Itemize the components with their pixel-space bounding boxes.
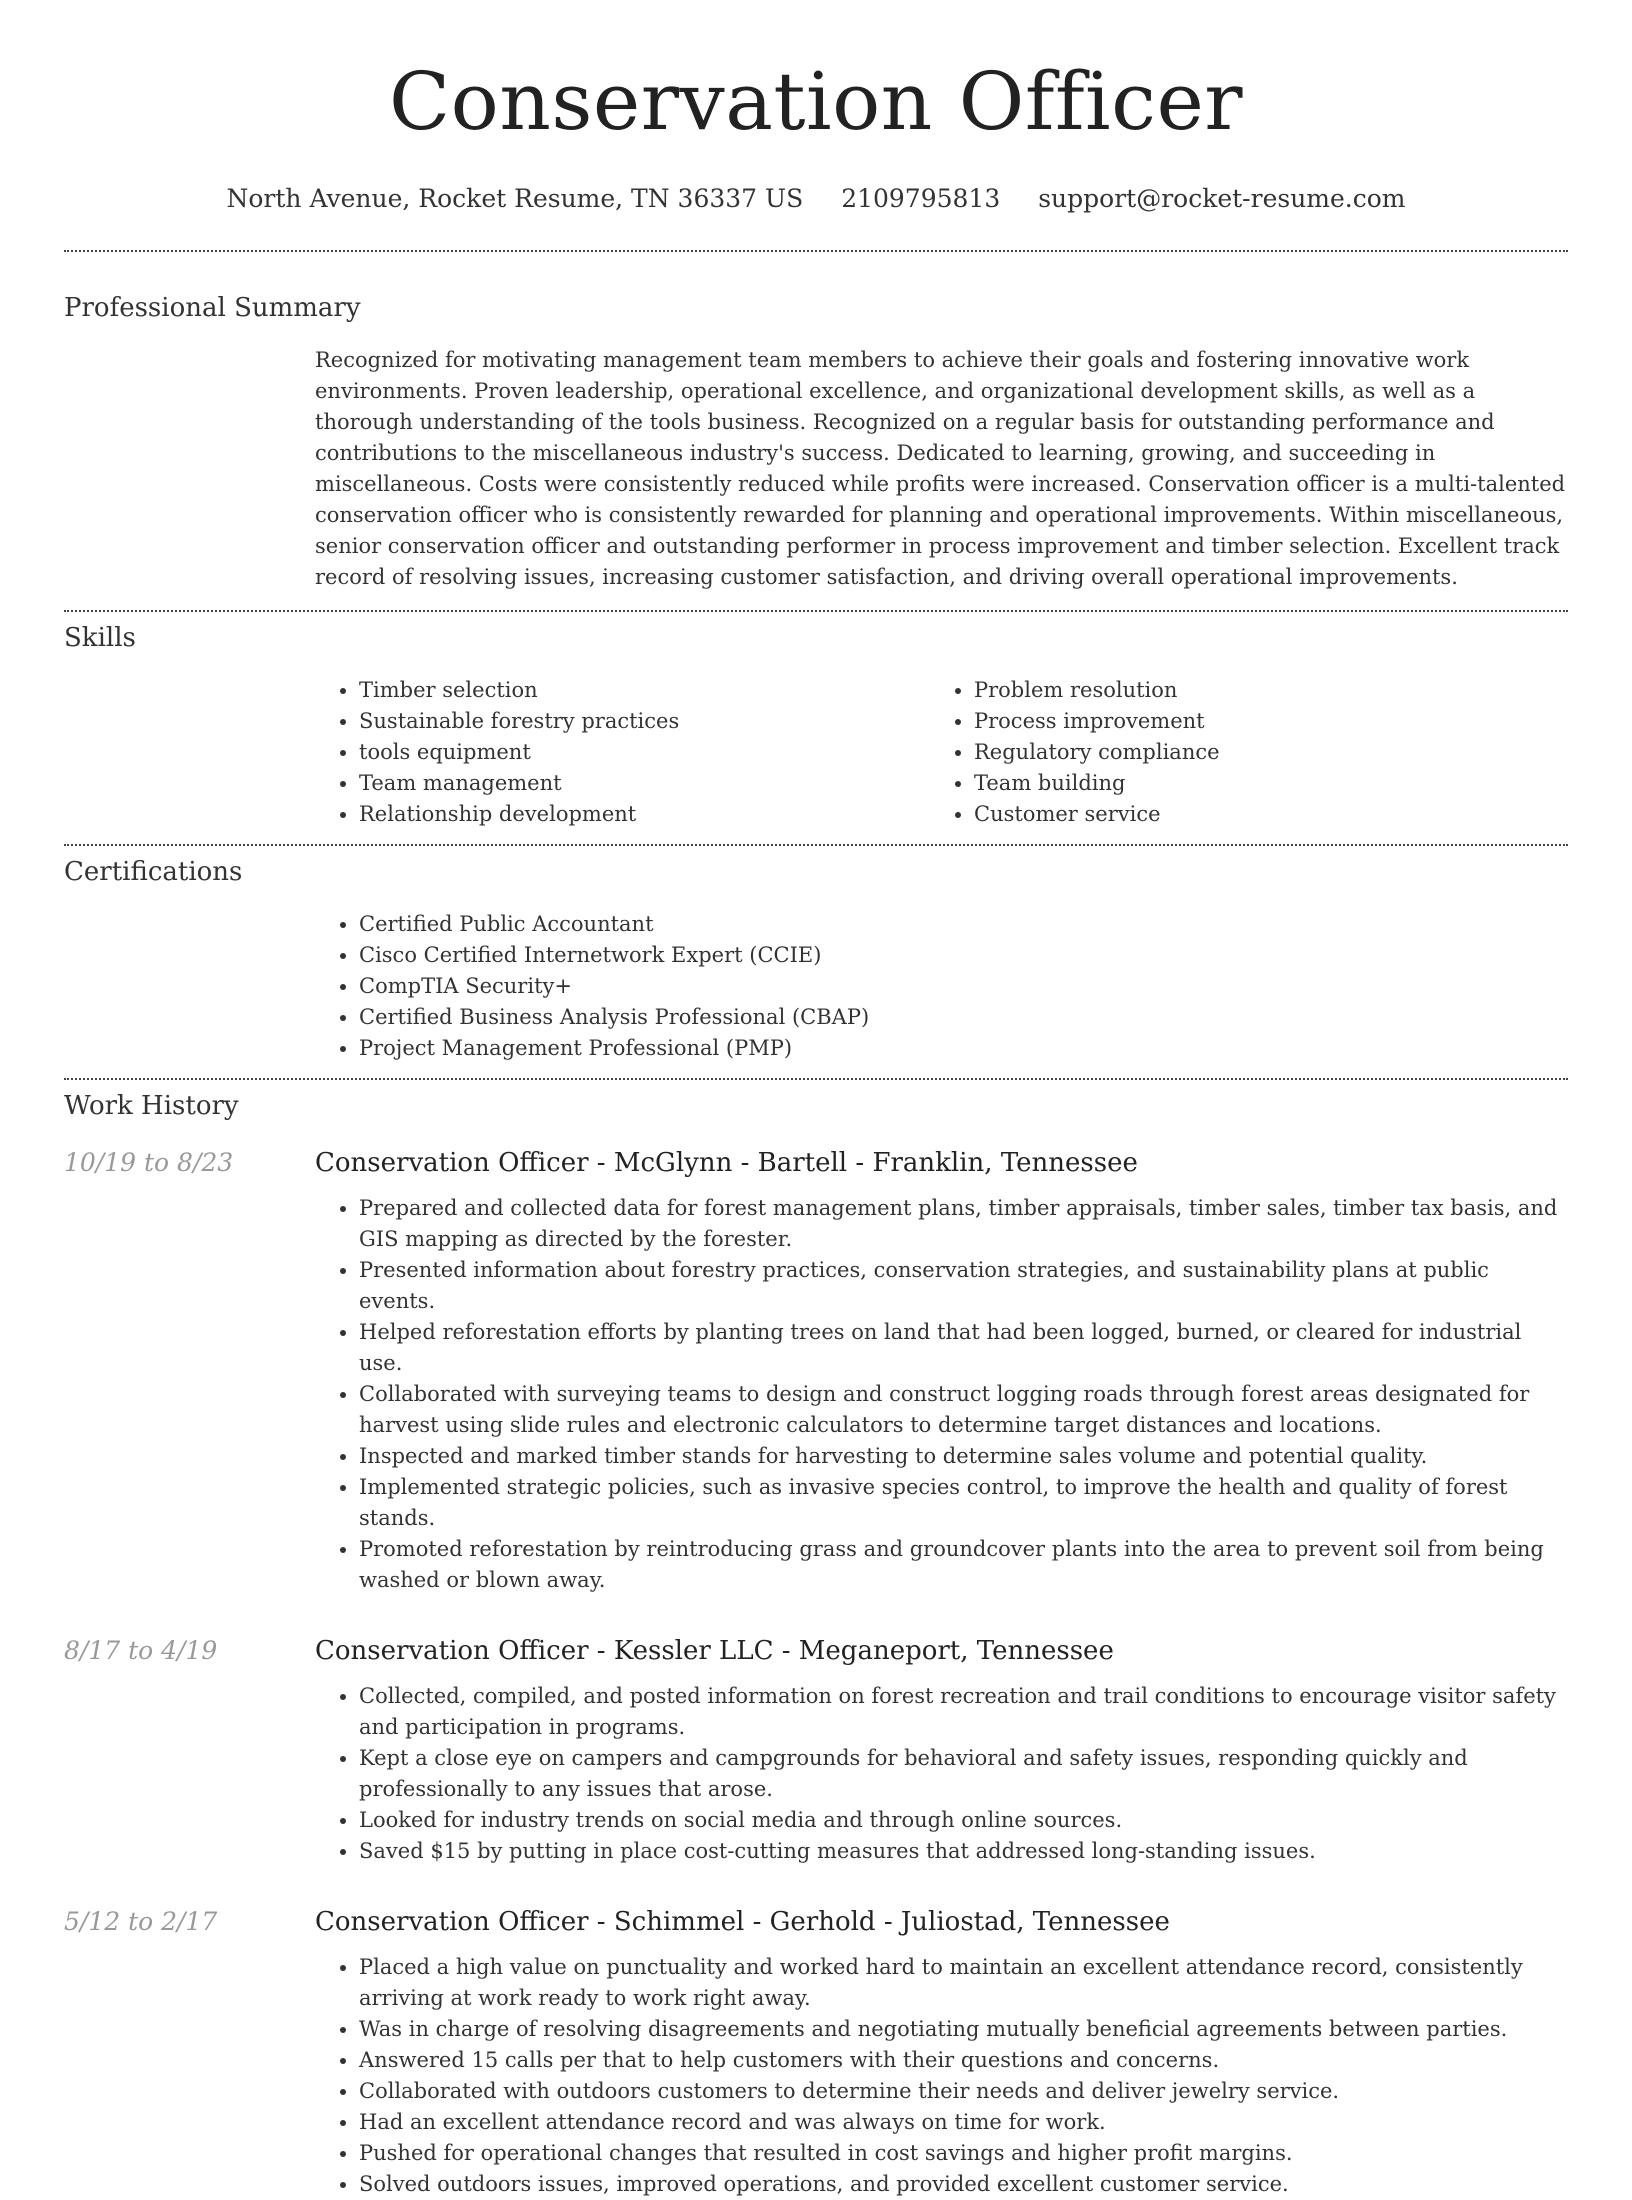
job-bullet: • Prepared and collected data for forest management plans, timber appraisals, timber sales, timber tax basis, and GIS mapping as directed by the forester. xyxy=(359,1193,1568,1255)
job-bullet: • Implemented strategic policies, such as invasive species control, to improve the health and quality of forest stands. xyxy=(359,1472,1568,1534)
contact-email: support@rocket-resume.com xyxy=(1038,184,1406,213)
certifications-list xyxy=(315,909,1568,1064)
summary-heading: Professional Summary xyxy=(64,293,361,323)
job-heading: Conservation Officer - McGlynn - Bartell - Franklin, Tennessee xyxy=(315,1148,1138,1178)
job-dates: 5/12 to 2/17 xyxy=(64,1907,218,1936)
work-history-heading: Work History xyxy=(64,1091,239,1121)
certification-item: • Project Management Professional (PMP) xyxy=(359,1033,1568,1064)
job-bullet: • Was in charge of resolving disagreements and negotiating mutually beneficial agreements between parties. xyxy=(359,2014,1568,2045)
job-bullet: • Collaborated with surveying teams to design and construct logging roads through forest areas designated for harvest using slide rules and electronic calculators to determine target distances and locations. xyxy=(359,1379,1568,1441)
certification-item: • Certified Public Accountant xyxy=(359,909,1568,940)
skills-list-right xyxy=(930,675,1545,830)
job-bullet: • Promoted reforestation by reintroducing grass and groundcover plants into the area to prevent soil from being washed or blown away. xyxy=(359,1534,1568,1596)
job-entry xyxy=(64,1634,1568,1867)
job-bullets xyxy=(315,1193,1568,1596)
job-bullet: • Helped reforestation efforts by planting trees on land that had been logged, burned, or cleared for industrial use. xyxy=(359,1317,1568,1379)
job-heading: Conservation Officer - Kessler LLC - Meganeport, Tennessee xyxy=(315,1636,1114,1666)
contact-address: North Avenue, Rocket Resume, TN 36337 US xyxy=(226,184,804,213)
certification-item: • Cisco Certified Internetwork Expert (CCIE) xyxy=(359,940,1568,971)
job-bullet-list xyxy=(315,1681,1568,1867)
skill-item: • Relationship development xyxy=(359,799,930,830)
certification-item: • Certified Business Analysis Professional (CBAP) xyxy=(359,1002,1568,1033)
certification-item: • CompTIA Security+ xyxy=(359,971,1568,1002)
certifications-heading: Certifications xyxy=(64,857,243,887)
job-bullet: • Had an excellent attendance record and was always on time for work. xyxy=(359,2107,1568,2138)
skill-item: • Sustainable forestry practices xyxy=(359,706,930,737)
skills-column-left xyxy=(315,675,930,830)
divider xyxy=(64,1078,1568,1080)
skills-list-left xyxy=(315,675,930,830)
skill-item: • Process improvement xyxy=(974,706,1545,737)
skills-column-right xyxy=(930,675,1545,830)
summary-section xyxy=(315,345,1568,593)
skill-item: • Problem resolution xyxy=(974,675,1545,706)
job-heading: Conservation Officer - Schimmel - Gerhold - Juliostad, Tennessee xyxy=(315,1907,1170,1937)
certifications-section xyxy=(315,909,1568,1064)
job-bullet: • Saved $15 by putting in place cost-cutting measures that addressed long-standing issues. xyxy=(359,1836,1568,1867)
job-bullet: • Collected, compiled, and posted information on forest recreation and trail conditions to encourage visitor safety and participation in programs. xyxy=(359,1681,1568,1743)
job-bullet: • Collaborated with outdoors customers to determine their needs and deliver jewelry service. xyxy=(359,2076,1568,2107)
job-dates: 10/19 to 8/23 xyxy=(64,1148,234,1177)
skill-item: • Team building xyxy=(974,768,1545,799)
resume-name: Conservation Officer xyxy=(388,55,1244,148)
job-entry xyxy=(64,1146,1568,1596)
job-entry xyxy=(64,1905,1568,2200)
job-bullets xyxy=(315,1681,1568,1867)
job-bullet: • Pushed for operational changes that resulted in cost savings and higher profit margins. xyxy=(359,2138,1568,2169)
skill-item: • Timber selection xyxy=(359,675,930,706)
job-bullet: • Looked for industry trends on social media and through online sources. xyxy=(359,1805,1568,1836)
job-bullet: • Placed a high value on punctuality and worked hard to maintain an excellent attendance record, consistently arriving at work ready to work right away. xyxy=(359,1952,1568,2014)
job-bullet-list xyxy=(315,1193,1568,1596)
job-dates: 8/17 to 4/19 xyxy=(64,1636,218,1665)
job-bullet: • Solved outdoors issues, improved operations, and provided excellent customer service. xyxy=(359,2169,1568,2200)
divider xyxy=(64,610,1568,612)
summary-text: Recognized for motivating management team members to achieve their goals and fostering innovative work environments. Proven leadership, operational excellence, and organizational development skills, as well as a thorough understanding of the tools business. Recognized on a regular basis for outstanding performance and contributions to the miscellaneous industry's success. Dedicated to learning, growing, and succeeding in miscellaneous. Costs were consistently reduced while profits were increased. Conservation officer is a multi-talented conservation officer who is consistently rewarded for planning and operational improvements. Within miscellaneous, senior conservation officer and outstanding performer in process improvement and timber selection. Excellent track record of resolving issues, increasing customer satisfaction, and driving overall operational improvements. xyxy=(315,348,1566,589)
job-bullet: • Kept a close eye on campers and campgrounds for behavioral and safety issues, responding quickly and professionally to any issues that arose. xyxy=(359,1743,1568,1805)
job-bullet: • Inspected and marked timber stands for harvesting to determine sales volume and potential quality. xyxy=(359,1441,1568,1472)
divider xyxy=(64,844,1568,846)
skill-item: • Regulatory compliance xyxy=(974,737,1545,768)
job-bullet: • Presented information about forestry practices, conservation strategies, and sustainability plans at public events. xyxy=(359,1255,1568,1317)
job-bullet: • Answered 15 calls per that to help customers with their questions and concerns. xyxy=(359,2045,1568,2076)
skill-item: • Customer service xyxy=(974,799,1545,830)
skills-heading: Skills xyxy=(64,623,136,653)
contact-phone: 2109795813 xyxy=(841,184,1001,213)
skill-item: • Team management xyxy=(359,768,930,799)
skills-section xyxy=(315,675,1568,830)
job-bullets xyxy=(315,1952,1568,2200)
divider xyxy=(64,250,1568,252)
skill-item: • tools equipment xyxy=(359,737,930,768)
resume-page xyxy=(64,0,1568,2200)
job-bullet-list xyxy=(315,1952,1568,2200)
contact-line xyxy=(64,182,1568,216)
